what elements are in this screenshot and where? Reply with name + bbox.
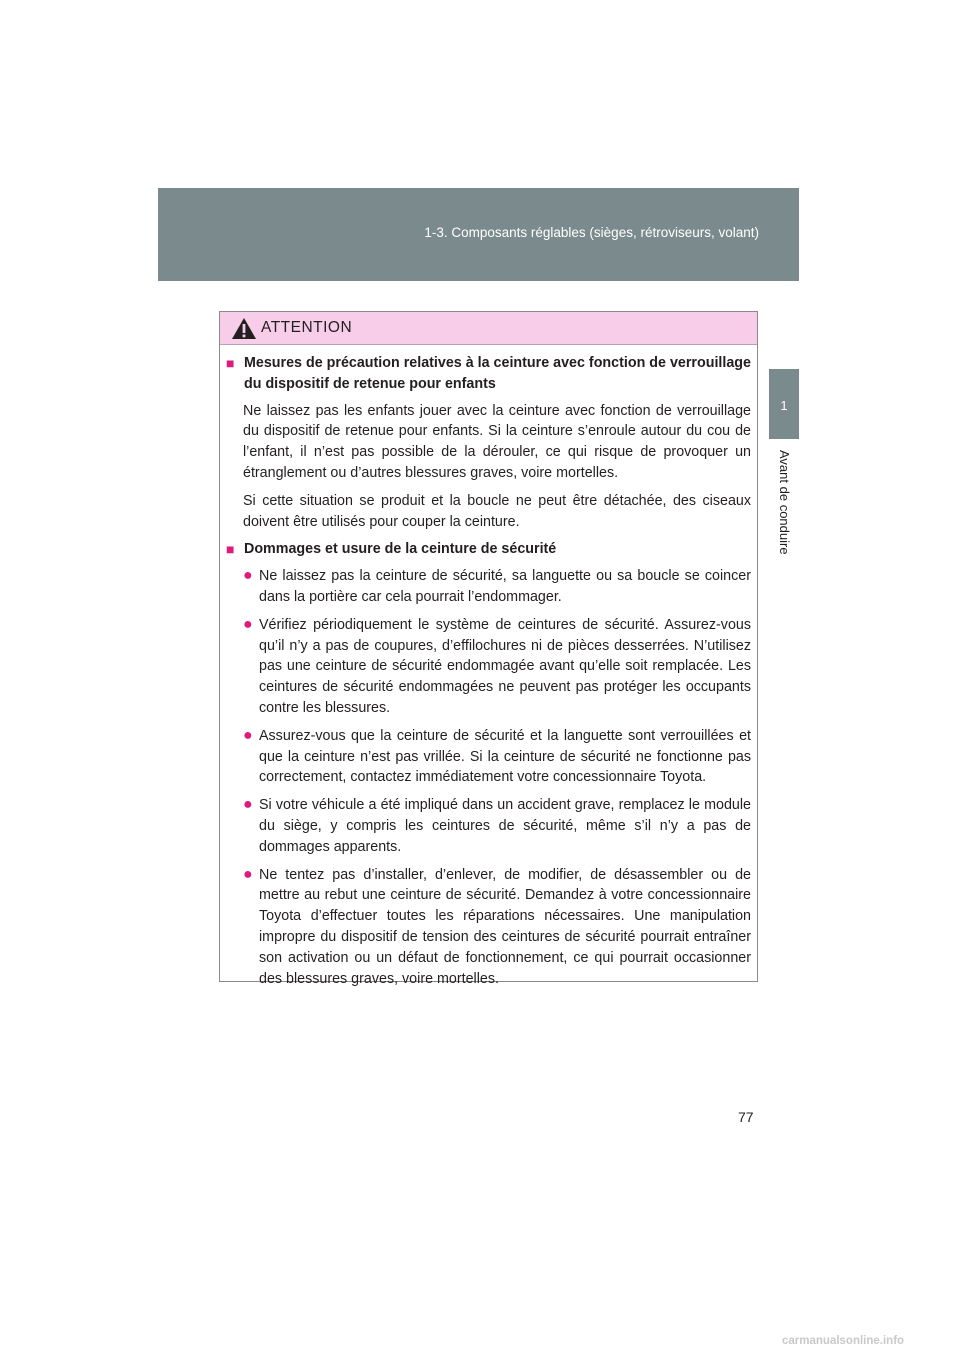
list-item: ● Vérifiez périodiquement le système de ceintures de sécurité. Assurez-vous qu’il n’y a pas de coupures, d’effilochures ni de pièces desserrées. N’utilisez pas une ceinture de sécurité endommagée avant qu’elle soit remplacée. Les ceintures de sécurité endommagées ne peuvent pas protéger les occupants contre les blessures. [225, 615, 751, 719]
section-header-band [158, 188, 799, 281]
section-title: 1-3. Composants réglables (sièges, rétroviseurs, volant) [424, 225, 759, 240]
chapter-number: 1 [780, 398, 788, 413]
circle-bullet-icon: ● [243, 726, 253, 744]
list-item: ● Ne tentez pas d’installer, d’enlever, de modifier, de désassembler ou de mettre au rebut une ceinture de sécurité. Demandez à votre concessionnaire Toyota d’effectuer toutes les réparations nécessaires. Une manipulation impropre du dispositif de tension des ceintures de sécurité pourrait entraîner son activation ou un défaut de fonctionnement, ce qui pourrait occasionner des blessures graves, voire mortelles. [225, 865, 751, 990]
circle-bullet-icon: ● [243, 567, 253, 585]
warning-triangle-icon [231, 317, 257, 340]
attention-header [220, 312, 757, 345]
section-heading: ■ Dommages et usure de la ceinture de sécurité [225, 539, 751, 560]
list-item: ● Ne laissez pas la ceinture de sécurité, sa languette ou sa boucle se coincer dans la portière car cela pourrait l’endommager. [225, 566, 751, 608]
section-heading: ■ Mesures de précaution relatives à la ceinture avec fonction de verrouillage du dispositif de retenue pour enfants [225, 353, 751, 395]
square-bullet-icon: ■ [226, 355, 235, 371]
circle-bullet-icon: ● [243, 865, 253, 883]
circle-bullet-icon: ● [243, 615, 253, 633]
watermark[interactable]: carmanualsonline.info [782, 1335, 905, 1347]
chapter-tab [769, 369, 799, 439]
paragraph: Si cette situation se produit et la boucle ne peut être détachée, des ciseaux doivent être utilisés pour couper la ceinture. [243, 492, 751, 530]
list-item: ● Si votre véhicule a été impliqué dans un accident grave, remplacez le module du siège, y compris les ceintures de sécurité, même s’il n’y a pas de dommages apparents. [225, 795, 751, 857]
attention-box [219, 311, 758, 987]
circle-bullet-icon: ● [243, 796, 253, 814]
square-bullet-icon: ■ [226, 541, 235, 558]
attention-title: ATTENTION [261, 319, 353, 336]
chapter-label: Avant de conduire [777, 450, 792, 555]
page-number: 77 [738, 1109, 754, 1125]
list-item: ● Assurez-vous que la ceinture de sécurité et la languette sont verrouillées et que la ceinture n’est pas vrillée. Si la ceinture de sécurité ne fonctionne pas correctement, contactez immédiatement votre concessionnaire Toyota. [225, 726, 751, 788]
attention-content [225, 353, 751, 996]
paragraph: Ne laissez pas les enfants jouer avec la ceinture avec fonction de verrouillage du dispositif de retenue pour enfants. Si la ceinture s’enroule autour du cou de l’enfant, il n’est pas possible de la dérouler, ce qui risque de provoquer un étranglement ou d’autres blessures graves, voire mortelles. [243, 402, 751, 481]
